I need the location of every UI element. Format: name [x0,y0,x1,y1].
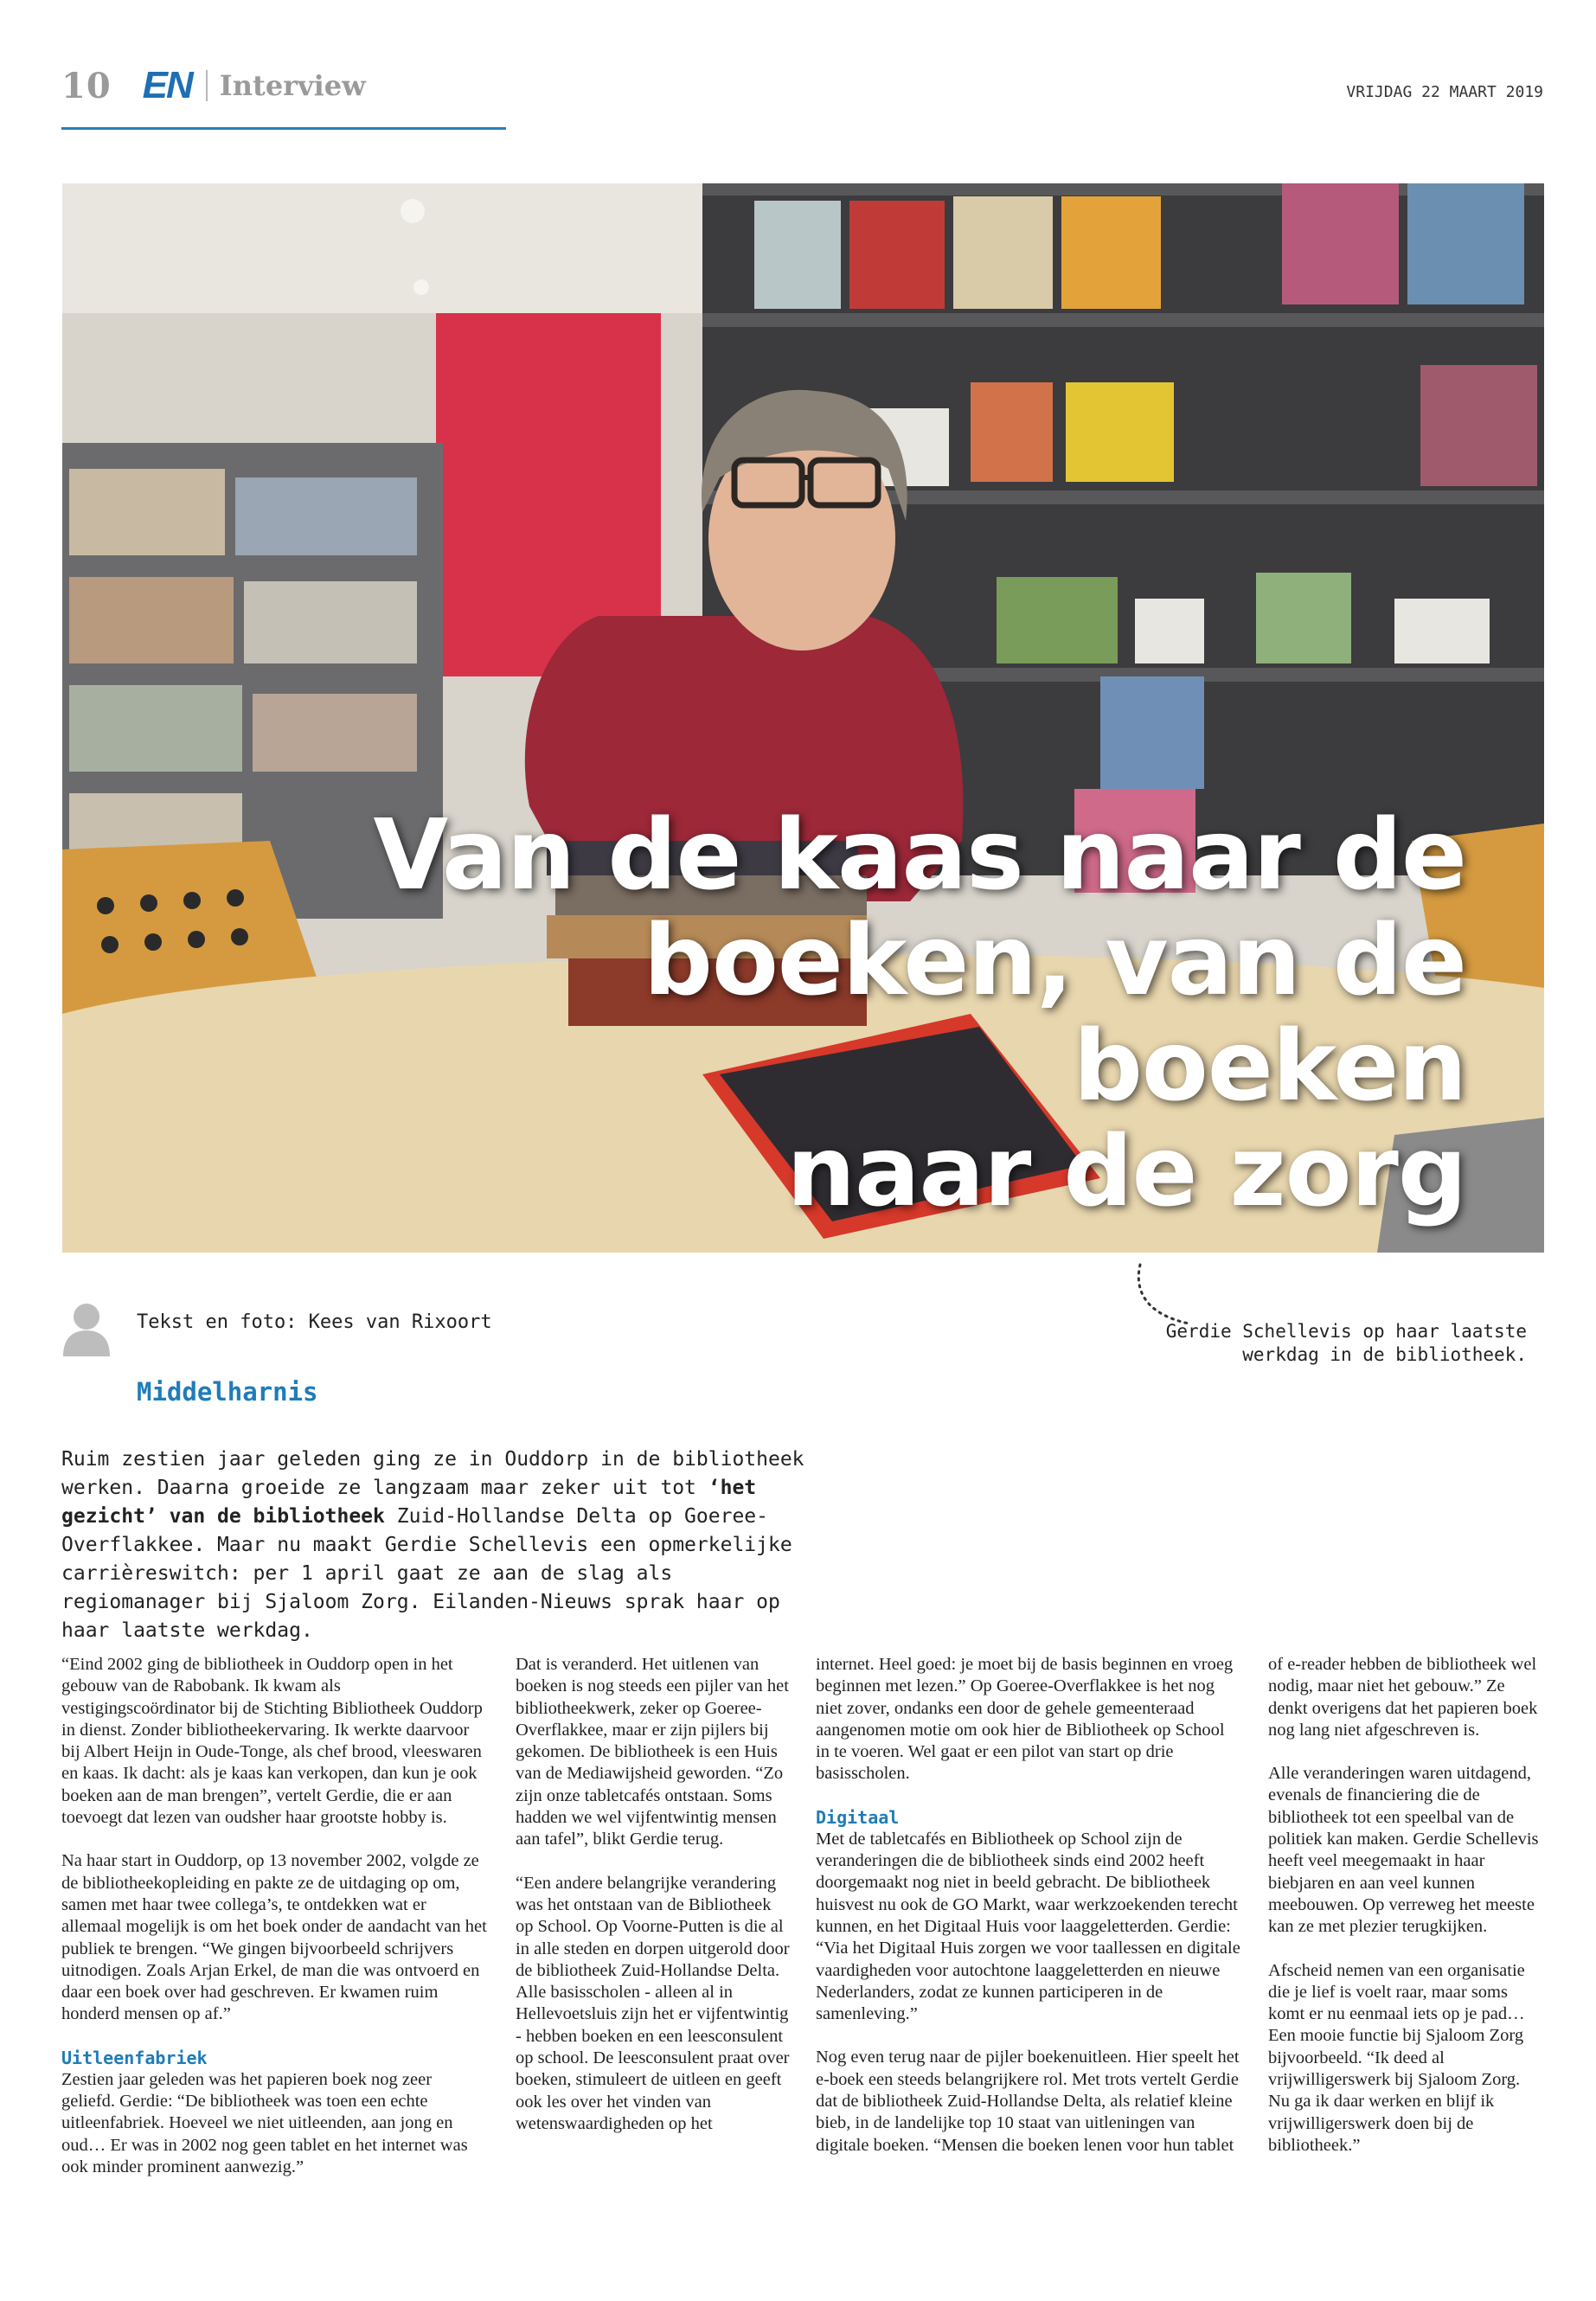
lead-text: Zuid-Hollandse Delta op Goeree-Overflakkee. Maar nu maakt Gerdie Schellevis een opmerkelijke carrièreswitch: per 1 april gaat ze aan de slag als regiomanager bij Sjaloom Zorg. Eilanden-Nieuws sprak haar op haar laatste werkdag. [61,1505,792,1642]
article-column-1 [61,1654,487,2200]
lead-emphasis: ‘het gezicht’ van de bibliotheek [61,1477,757,1528]
subheading: Digitaal [816,1806,900,1828]
header-rule [61,127,506,130]
header-divider [206,70,208,101]
body-paragraph: “Eind 2002 ging de bibliotheek in Ouddorp open in het gebouw van de Rabobank. Ik kwam als vestigingscoördinator bij de Stichting Bibliotheek Ouddorp in dienst. Zonder bibliotheekervaring. Ik werkte daarvoor bij Albert Heijn in Oude-Tonge, als chef brood, vleeswaren en kaas. Ik dacht: als je kaas kan verkopen, dan kun je ook boeken aan de man brengen”, vertelt Gerdie, die er aan toevoegt dat lezen van oudsher haar grootste hobby is. [61,1655,483,1828]
feature-photo [62,183,1544,1253]
caption-line: Gerdie Schellevis op haar laatste [1165,1321,1527,1342]
page-header [61,64,366,107]
body-paragraph: Met de tabletcafés en Bibliotheek op School zijn de veranderingen die de bibliotheek sinds eind 2002 heeft doorgemaakt nog niet in beeld gebracht. De bibliotheek huisvest nu ook de GO Markt, waar werkzoekenden terecht kunnen, en het Digitaal Huis voor laaggeletterden. Gerdie: “Via het Digitaal Huis zorgen we voor taallessen en digitale vaardigheden voor autochtone laaggeletterden en nieuwe Nederlanders, zodat ze kunnen participeren in de samenleving.” [816,1829,1240,2024]
body-paragraph: Na haar start in Ouddorp, op 13 november 2002, volgde ze de bibliotheekopleiding en pakte ze de uitdaging op om, samen met haar twee collega’s, te ontdekken wat er allemaal mogelijk is om het boek onder de aandacht van het publiek te brengen. “We gingen bijvoorbeeld schrijvers uitnodigen. Zoals Arjan Erkel, de man die was ontvoerd en daar een boek over had geschreven. Er kwamen ruim honderd mensen op af.” [61,1851,487,2024]
dateline-place: Middelharnis [137,1377,318,1407]
body-paragraph: Dat is veranderd. Het uitlenen van boeken is nog steeds een pijler van het bibliotheekwerk, zeker op Goeree-Overflakkee, maar er zijn pijlers bij gekomen. De bibliotheek is een Huis van de Mediawijsheid geworden. “Zo zijn onze tabletcafés ontstaan. Soms hadden we wel vijfentwintig mensen aan tafel”, blikt Gerdie terug. [516,1655,789,1849]
byline: Tekst en foto: Kees van Rixoort [137,1311,492,1333]
photo-caption [1155,1320,1527,1367]
body-paragraph: of e-reader hebben de bibliotheek wel nodig, maar niet het gebouw.” Ze denkt overigens dat het papieren boek nog lang niet afgeschreven is. [1268,1655,1538,1740]
body-paragraph: Nog even terug naar de pijler boekenuitleen. Hier speelt het e-boek een steeds belangrijkere rol. Met trots vertelt Gerdie dat de bibliotheek Zuid-Hollandse Delta, als relatief kleine bieb, in de landelijke top 10 staat van uitleningen van digitale boeken. “Mensen die boeken lenen voor hun tablet [816,2048,1240,2155]
section-label: Interview [219,69,366,102]
article-column-4 [1268,1654,1545,2178]
headline [255,799,1466,1228]
subheading: Uitleenfabriek [61,2047,208,2068]
body-paragraph: “Een andere belangrijke verandering was het ontstaan van de Bibliotheek op School. Op Voorne-Putten is die al in alle steden en dorpen uitgerold door de bibliotheek Zuid-Hollandse Delta. Alle basisscholen - alleen al in Hellevoetsluis zijn het er vijfentwintig - hebben boeken en een leesconsulent op school. De leesconsulent praat over boeken, stimuleert de uitleen en geeft ook les over het vinden van wetenswaardigheden op het [516,1873,790,2133]
article-column-3 [816,1654,1242,2178]
body-paragraph: internet. Heel goed: je moet bij de basis beginnen en vroeg beginnen met lezen.” Op Goeree-Overflakkee is het nog niet zover, ondanks een door de gehele gemeenteraad aangenomen motie om ook hier de Bibliotheek op School in te voeren. Wel gaat er een pilot van start op drie basisscholen. [816,1655,1234,1784]
en-logo: EN [142,64,192,106]
headline-line: Van de kaas naar de [373,799,1466,912]
caption-line: werkdag in de bibliotheek. [1242,1344,1527,1365]
body-paragraph: Afscheid nemen van een organisatie die je lief is voelt raar, maar soms komt er nu eenmaal iets op je pad… Een mooie functie bij Sjaloom Zorg bijvoorbeeld. “Ik deed al vrijwilligerswerk bij Sjaloom Zorg. Nu ga ik daar werken en blijf ik vrijwilligerswerk doen bij de bibliotheek.” [1268,1960,1525,2155]
article-column-2 [516,1654,792,2157]
body-paragraph: Alle veranderingen waren uitdagend, evenals de financiering die de bibliotheek tot een speelbal van de politiek kan maken. Gerdie Schellevis heeft veel meegemaakt in haar biebjaren en aan veel kunnen meebouwen. Op verreweg het meeste kan ze met plezier terugkijken. [1268,1764,1539,1937]
page-number: 10 [61,65,112,106]
issue-date: VRIJDAG 22 MAART 2019 [1346,83,1543,101]
headline-line: naar de zorg [786,1116,1466,1228]
headline-line: boeken, van de boeken [643,905,1466,1123]
body-paragraph: Zestien jaar geleden was het papieren boek nog zeer geliefd. Gerdie: “De bibliotheek was toen een echte uitleenfabriek. Hoeveel we niet uitleenden, aan jong en oud… Er was in 2002 nog geen tablet en het internet was ook minder prominent aanwezig.” [61,2069,468,2176]
lead-paragraph [61,1445,823,1645]
lead-text: Ruim zestien jaar geleden ging ze in Ouddorp in de bibliotheek werken. Daarna groeide ze langzaam maar zeker uit tot [61,1448,804,1499]
author-avatar-icon [61,1299,112,1356]
